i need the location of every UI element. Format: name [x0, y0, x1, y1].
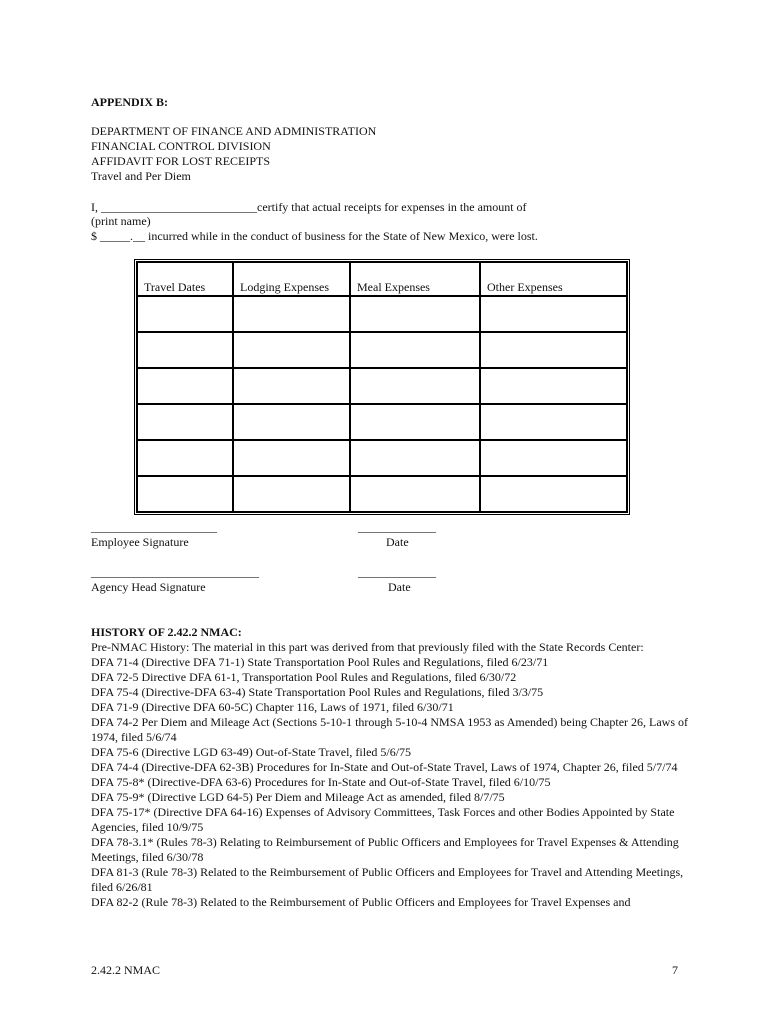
- table-row: [137, 404, 627, 440]
- agency-date-label: Date: [388, 580, 411, 594]
- appendix-heading: APPENDIX B:: [91, 95, 168, 109]
- history-line: DFA 82-2 (Rule 78-3) Related to the Reimbursement of Public Officers and Employees for Travel Expenses and: [91, 895, 631, 909]
- employee-signature-line[interactable]: _____________________: [91, 520, 217, 534]
- history-line: DFA 75-17* (Directive DFA 64-16) Expenses of Advisory Committees, Task Forces and other Bodies Appointed by State Agencies, filed 10/9/75: [91, 805, 675, 834]
- page-number: 7: [672, 963, 678, 977]
- history-line: DFA 72-5 Directive DFA 61-1, Transportation Pool Rules and Regulations, filed 6/30/72: [91, 670, 517, 684]
- history-line: DFA 75-4 (Directive-DFA 63-4) State Transportation Pool Rules and Regulations, filed 3/3/75: [91, 685, 544, 699]
- col-meal-expenses: Meal Expenses: [350, 262, 480, 296]
- agency-head-signature-label: Agency Head Signature: [91, 580, 206, 594]
- history-title: HISTORY OF 2.42.2 NMAC:: [91, 625, 242, 639]
- amount-statement: $ _____.__ incurred while in the conduct of business for the State of New Mexico, were lost.: [91, 229, 538, 243]
- history-line: DFA 75-9* (Directive LGD 64-5) Per Diem and Mileage Act as amended, filed 8/7/75: [91, 790, 505, 804]
- table-cell[interactable]: [233, 440, 350, 476]
- table-cell[interactable]: [350, 440, 480, 476]
- certify-statement: I, __________________________certify that actual receipts for expenses in the amount of: [91, 200, 527, 214]
- col-travel-dates: Travel Dates: [137, 262, 233, 296]
- history-line: Pre-NMAC History: The material in this part was derived from that previously filed with the State Records Center:: [91, 640, 644, 654]
- history-line: DFA 71-4 (Directive DFA 71-1) State Transportation Pool Rules and Regulations, filed 6/23/71: [91, 655, 549, 669]
- table-cell[interactable]: [137, 332, 233, 368]
- footer-section-id: 2.42.2 NMAC: [91, 963, 161, 977]
- table-cell[interactable]: [480, 476, 627, 512]
- table-cell[interactable]: [350, 368, 480, 404]
- table-row: [137, 332, 627, 368]
- table-cell[interactable]: [350, 332, 480, 368]
- history-line: DFA 78-3.1* (Rules 78-3) Relating to Reimbursement of Public Officers and Employees for Travel Expenses & Attending Meetings, filed 6/30/78: [91, 835, 679, 864]
- employee-date-line[interactable]: _____________: [358, 520, 436, 534]
- history-line: DFA 74-2 Per Diem and Mileage Act (Sections 5-10-1 through 5-10-4 NMSA 1953 as Amended) being Chapter 26, Laws of 1974, filed 5/6/74: [91, 715, 689, 744]
- col-other-expenses: Other Expenses: [480, 262, 627, 296]
- table-cell[interactable]: [233, 476, 350, 512]
- table-cell[interactable]: [480, 296, 627, 332]
- table-cell[interactable]: [350, 404, 480, 440]
- table-cell[interactable]: [233, 296, 350, 332]
- table-row: [137, 296, 627, 332]
- history-section: [91, 625, 691, 910]
- table-cell[interactable]: [137, 404, 233, 440]
- table-cell[interactable]: [350, 476, 480, 512]
- agency-date-line[interactable]: _____________: [358, 565, 436, 579]
- table-cell[interactable]: [480, 404, 627, 440]
- table-cell[interactable]: [137, 476, 233, 512]
- division-name: FINANCIAL CONTROL DIVISION: [91, 139, 271, 153]
- employee-date-label: Date: [386, 535, 409, 549]
- table-cell[interactable]: [233, 332, 350, 368]
- table-cell[interactable]: [480, 332, 627, 368]
- table-cell[interactable]: [137, 296, 233, 332]
- print-name-label: (print name): [91, 214, 151, 228]
- employee-signature-label: Employee Signature: [91, 535, 189, 549]
- col-lodging-expenses: Lodging Expenses: [233, 262, 350, 296]
- table-row: [137, 368, 627, 404]
- receipts-table: [134, 259, 630, 515]
- table-cell[interactable]: [350, 296, 480, 332]
- table-cell[interactable]: [137, 440, 233, 476]
- agency-head-signature-line[interactable]: ____________________________: [91, 565, 259, 579]
- table-cell[interactable]: [480, 368, 627, 404]
- table-header-row: [137, 262, 627, 296]
- table-row: [137, 440, 627, 476]
- table-cell[interactable]: [233, 404, 350, 440]
- history-line: DFA 75-8* (Directive-DFA 63-6) Procedures for In-State and Out-of-State Travel, filed 6/10/75: [91, 775, 551, 789]
- history-line: DFA 75-6 (Directive LGD 63-49) Out-of-State Travel, filed 5/6/75: [91, 745, 412, 759]
- table-cell[interactable]: [137, 368, 233, 404]
- form-subtitle: Travel and Per Diem: [91, 169, 191, 183]
- form-title: AFFIDAVIT FOR LOST RECEIPTS: [91, 154, 271, 168]
- table-row: [137, 476, 627, 512]
- department-name: DEPARTMENT OF FINANCE AND ADMINISTRATION: [91, 124, 377, 138]
- history-line: DFA 71-9 (Directive DFA 60-5C) Chapter 116, Laws of 1971, filed 6/30/71: [91, 700, 454, 714]
- history-line: DFA 81-3 (Rule 78-3) Related to the Reimbursement of Public Officers and Employees for Travel and Attending Meetings, filed 6/26/81: [91, 865, 684, 894]
- history-line: DFA 74-4 (Directive-DFA 62-3B) Procedures for In-State and Out-of-State Travel, Laws of 1974, Chapter 26, filed 5/7/74: [91, 760, 678, 774]
- table-cell[interactable]: [480, 440, 627, 476]
- table-cell[interactable]: [233, 368, 350, 404]
